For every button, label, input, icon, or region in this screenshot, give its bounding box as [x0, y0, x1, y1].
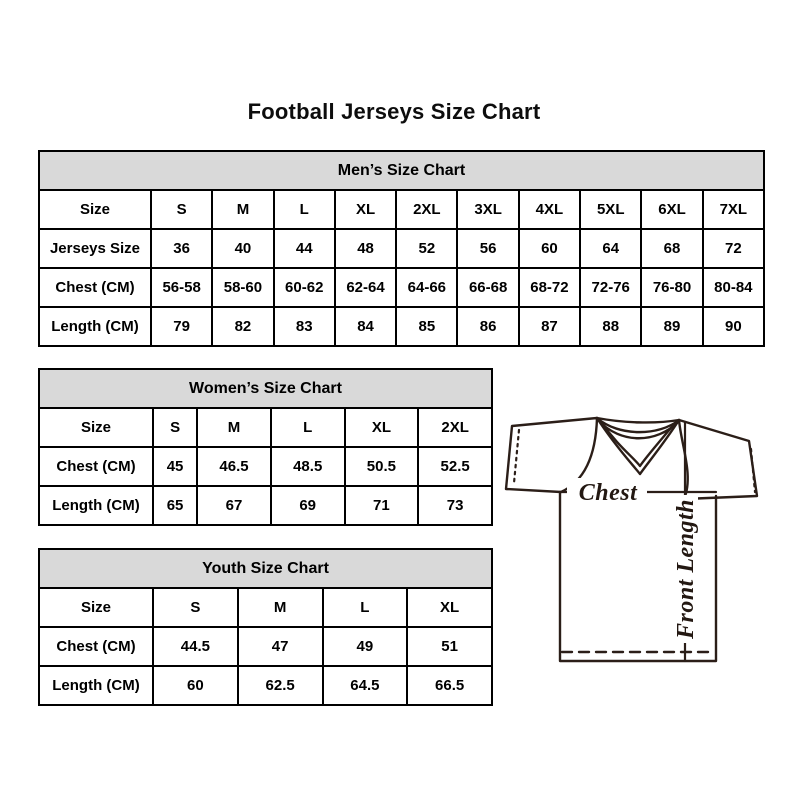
table-row [39, 229, 764, 268]
value-cell: 6XL [641, 190, 702, 229]
value-cell: XL [407, 588, 492, 627]
value-cell: S [153, 408, 197, 447]
value-cell: 4XL [519, 190, 580, 229]
table-title-row [39, 549, 492, 588]
value-cell: M [197, 408, 271, 447]
value-cell: 52 [396, 229, 457, 268]
row-header-cell: Size [39, 408, 153, 447]
left-cuff-dotted-seam [514, 430, 519, 483]
value-cell: M [238, 588, 323, 627]
value-cell: 82 [212, 307, 273, 346]
value-cell: 36 [151, 229, 212, 268]
jersey-right-sleeve [679, 420, 757, 499]
value-cell: 65 [153, 486, 197, 525]
value-cell: 62.5 [238, 666, 323, 705]
jersey-measurement-diagram [503, 396, 769, 686]
row-header-cell: Jerseys Size [39, 229, 151, 268]
row-header-cell: Length (CM) [39, 666, 153, 705]
value-cell: 64-66 [396, 268, 457, 307]
mens-size-chart-table [38, 150, 765, 347]
value-cell: 66.5 [407, 666, 492, 705]
value-cell: 67 [197, 486, 271, 525]
value-cell: 89 [641, 307, 702, 346]
value-cell: 46.5 [197, 447, 271, 486]
value-cell: 72 [703, 229, 764, 268]
table-row [39, 268, 764, 307]
table-row [39, 447, 492, 486]
row-header-cell: Length (CM) [39, 486, 153, 525]
value-cell: XL [345, 408, 419, 447]
row-header-cell: Size [39, 190, 151, 229]
row-header-cell: Size [39, 588, 153, 627]
value-cell: 60 [519, 229, 580, 268]
value-cell: L [323, 588, 408, 627]
value-cell: 68-72 [519, 268, 580, 307]
value-cell: 2XL [396, 190, 457, 229]
value-cell: 49 [323, 627, 408, 666]
table-row [39, 486, 492, 525]
jersey-collar-top-edge [597, 418, 679, 422]
value-cell: 76-80 [641, 268, 702, 307]
value-cell: L [274, 190, 335, 229]
front-length-label: Front Length [673, 498, 699, 640]
value-cell: 86 [457, 307, 518, 346]
row-header-cell: Length (CM) [39, 307, 151, 346]
value-cell: 3XL [457, 190, 518, 229]
value-cell: 84 [335, 307, 396, 346]
value-cell: 56-58 [151, 268, 212, 307]
value-cell: 85 [396, 307, 457, 346]
value-cell: 79 [151, 307, 212, 346]
value-cell: 58-60 [212, 268, 273, 307]
value-cell: 71 [345, 486, 419, 525]
value-cell: 44.5 [153, 627, 238, 666]
page-title: Football Jerseys Size Chart [247, 99, 541, 124]
value-cell: 5XL [580, 190, 641, 229]
table-row [39, 307, 764, 346]
value-cell: 62-64 [335, 268, 396, 307]
value-cell: M [212, 190, 273, 229]
value-cell: 80-84 [703, 268, 764, 307]
value-cell: 40 [212, 229, 273, 268]
value-cell: 44 [274, 229, 335, 268]
value-cell: 48 [335, 229, 396, 268]
value-cell: 83 [274, 307, 335, 346]
table-row [39, 408, 492, 447]
value-cell: 7XL [703, 190, 764, 229]
value-cell: 72-76 [580, 268, 641, 307]
value-cell: 60-62 [274, 268, 335, 307]
table-title-row [39, 369, 492, 408]
jersey-outline-group [506, 418, 757, 661]
value-cell: 87 [519, 307, 580, 346]
row-header-cell: Chest (CM) [39, 268, 151, 307]
value-cell: 69 [271, 486, 345, 525]
value-cell: 50.5 [345, 447, 419, 486]
value-cell: 45 [153, 447, 197, 486]
table-row [39, 627, 492, 666]
table-row [39, 666, 492, 705]
value-cell: 66-68 [457, 268, 518, 307]
table-row [39, 190, 764, 229]
value-cell: 68 [641, 229, 702, 268]
value-cell: XL [335, 190, 396, 229]
value-cell: S [153, 588, 238, 627]
value-cell: 48.5 [271, 447, 345, 486]
value-cell: 47 [238, 627, 323, 666]
table-title-row [39, 151, 764, 190]
value-cell: 88 [580, 307, 641, 346]
chest-label: Chest [578, 480, 638, 506]
value-cell: 52.5 [418, 447, 492, 486]
mens-table-title: Men’s Size Chart [39, 151, 764, 190]
value-cell: 64.5 [323, 666, 408, 705]
value-cell: 56 [457, 229, 518, 268]
table-row [39, 588, 492, 627]
value-cell: S [151, 190, 212, 229]
value-cell: 64 [580, 229, 641, 268]
row-header-cell: Chest (CM) [39, 447, 153, 486]
value-cell: 90 [703, 307, 764, 346]
value-cell: 60 [153, 666, 238, 705]
value-cell: 51 [407, 627, 492, 666]
youth-size-chart-table [38, 548, 493, 706]
value-cell: 73 [418, 486, 492, 525]
value-cell: L [271, 408, 345, 447]
womens-size-chart-table [38, 368, 493, 526]
youth-table-title: Youth Size Chart [39, 549, 492, 588]
row-header-cell: Chest (CM) [39, 627, 153, 666]
womens-table-title: Women’s Size Chart [39, 369, 492, 408]
value-cell: 2XL [418, 408, 492, 447]
